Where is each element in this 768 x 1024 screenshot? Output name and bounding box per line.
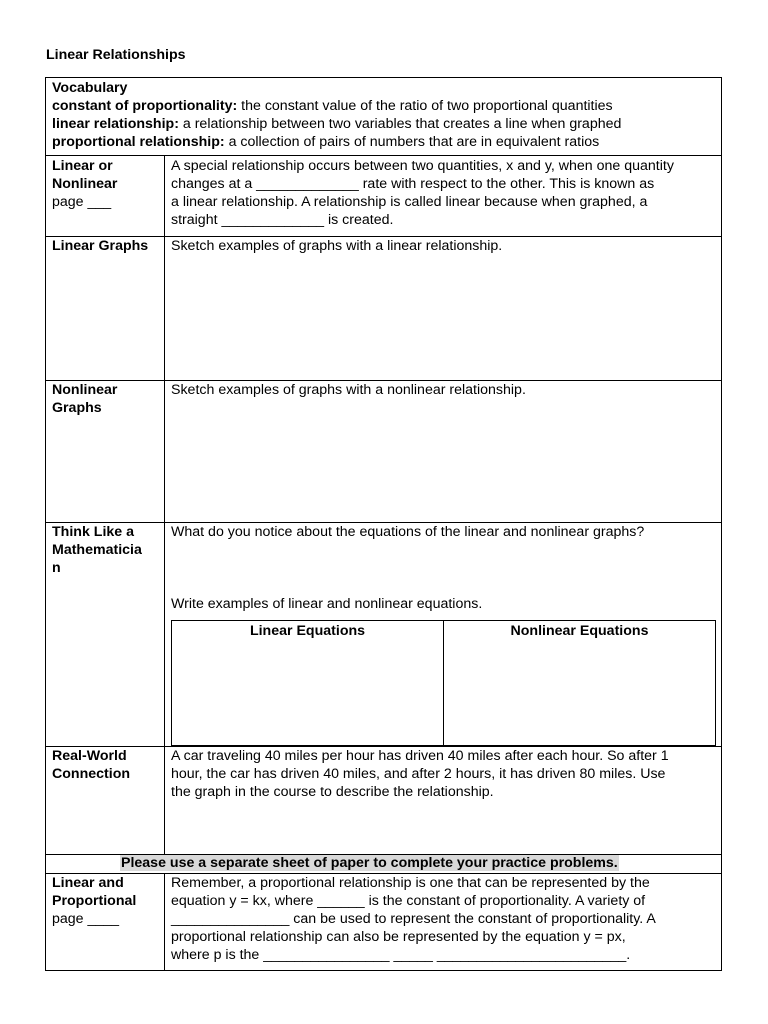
vocabulary-box xyxy=(45,77,722,156)
label-linear-or-nonlinear: Linear or Nonlinear page ___ xyxy=(52,157,160,211)
label-nonlinear-graphs: Nonlinear Graphs xyxy=(52,382,118,416)
linear-equations-header: Linear Equations xyxy=(249,623,366,639)
think-like-question: What do you notice about the equations of the linear and nonlinear graphs? xyxy=(171,524,645,540)
equations-table xyxy=(171,620,716,746)
real-world-text: A car traveling 40 miles per hour has driven 40 miles after each hour. So after 1 hour, the car has driven 40 miles, and after 2 hours, it has driven 80 miles. Use the graph in the course to describe the relationship. xyxy=(171,748,669,800)
document-title: Linear Relationships xyxy=(46,47,186,63)
page-blank: page ____ xyxy=(52,911,120,927)
linear-graphs-prompt: Sketch examples of graphs with a linear relationship. xyxy=(171,238,503,254)
vocab-term-row: constant of proportionality: the constant value of the ratio of two proportional quantities xyxy=(52,98,613,114)
think-like-prompt: Write examples of linear and nonlinear equations. xyxy=(171,596,483,612)
page-blank: page ___ xyxy=(52,194,112,210)
vocab-term-row: linear relationship: a relationship between two variables that creates a line when graphed xyxy=(52,116,622,132)
linear-or-nonlinear-text: A special relationship occurs between two quantities, x and y, when one quantity changes at a _____________ rate with respect to the other. This is known as a linear relationship. A relationship is called linear because when graphed, a straight _____________ is created. xyxy=(171,158,674,228)
nonlinear-equations-header: Nonlinear Equations xyxy=(510,623,649,639)
vocab-term-row: proportional relationship: a collection of pairs of numbers that are in equivalent ratios xyxy=(52,134,600,150)
linear-proportional-text: Remember, a proportional relationship is one that can be represented by the equation y = kx, where ______ is the constant of proportionality. A variety of _______________ can be used to represent the constant of proportionality. A proportional relationship can also be represented by the equation y = px, where p is the ________________ _____ ________________________. xyxy=(171,875,656,963)
vocabulary-heading: Vocabulary xyxy=(52,80,128,96)
nonlinear-graphs-prompt: Sketch examples of graphs with a nonlinear relationship. xyxy=(171,382,526,398)
label-linear-graphs: Linear Graphs xyxy=(52,238,149,254)
label-think-like-mathematician: Think Like a Mathematicia n xyxy=(52,524,142,576)
practice-banner: Please use a separate sheet of paper to complete your practice problems. xyxy=(121,855,618,871)
label-linear-and-proportional: Linear and Proportional page ____ xyxy=(52,874,160,928)
label-real-world-connection: Real-World Connection xyxy=(52,748,131,782)
